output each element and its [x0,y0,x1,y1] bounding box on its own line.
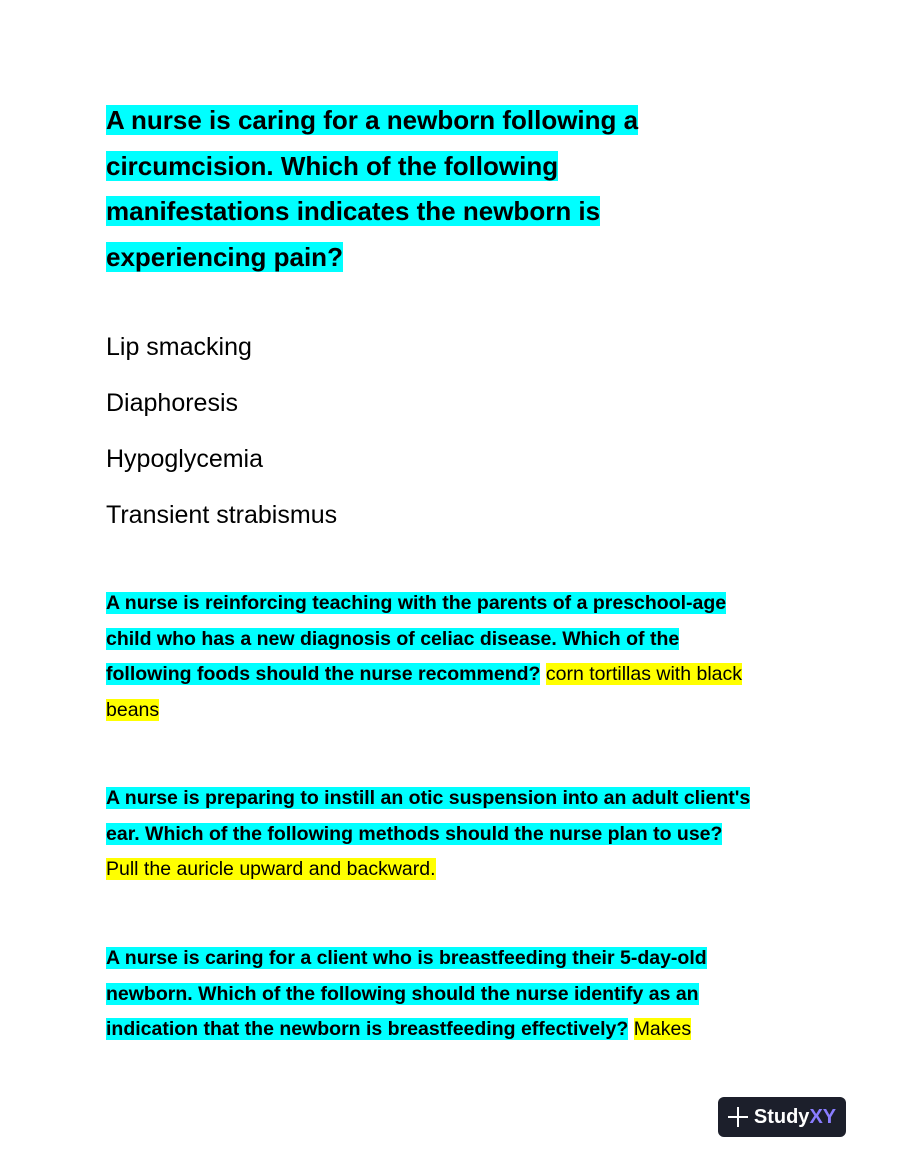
option-item: Lip smacking [106,333,252,361]
question-1 [106,98,666,280]
plus-icon [728,1107,748,1127]
question-2-answer: corn tortillas with black beans [106,663,743,721]
option-item: Transient strabismus [106,501,338,529]
question-3 [106,781,756,888]
studyxy-logo[interactable] [718,1097,846,1137]
logo-brand-main: Study [753,1105,810,1128]
logo-text [754,1106,836,1129]
question-4-answer: Makes [633,1018,692,1040]
option-item: Diaphoresis [106,389,239,417]
question-3-answer: Pull the auricle upward and backward. [106,858,436,880]
question-4 [106,941,756,1048]
logo-brand-accent: XY [809,1105,837,1128]
question-4-text: A nurse is caring for a client who is breastfeeding their 5-day-old newborn. Which of the following should the nurse identify as an indication that the newborn is breastfeeding effectively? [106,947,707,1040]
question-2-text: A nurse is reinforcing teaching with the parents of a preschool-age child who has a new diagnosis of celiac disease. Which of the following foods should the nurse recommend? [106,592,727,685]
option-item: Hypoglycemia [106,445,264,473]
question-3-text: A nurse is preparing to instill an otic suspension into an adult client's ear. Which of the following methods should the nurse plan to use? [106,787,751,845]
question-2 [106,586,756,728]
answer-options [106,326,337,550]
question-1-text: A nurse is caring for a newborn following a circumcision. Which of the following manifestations indicates the newborn is experiencing pain? [106,105,639,272]
